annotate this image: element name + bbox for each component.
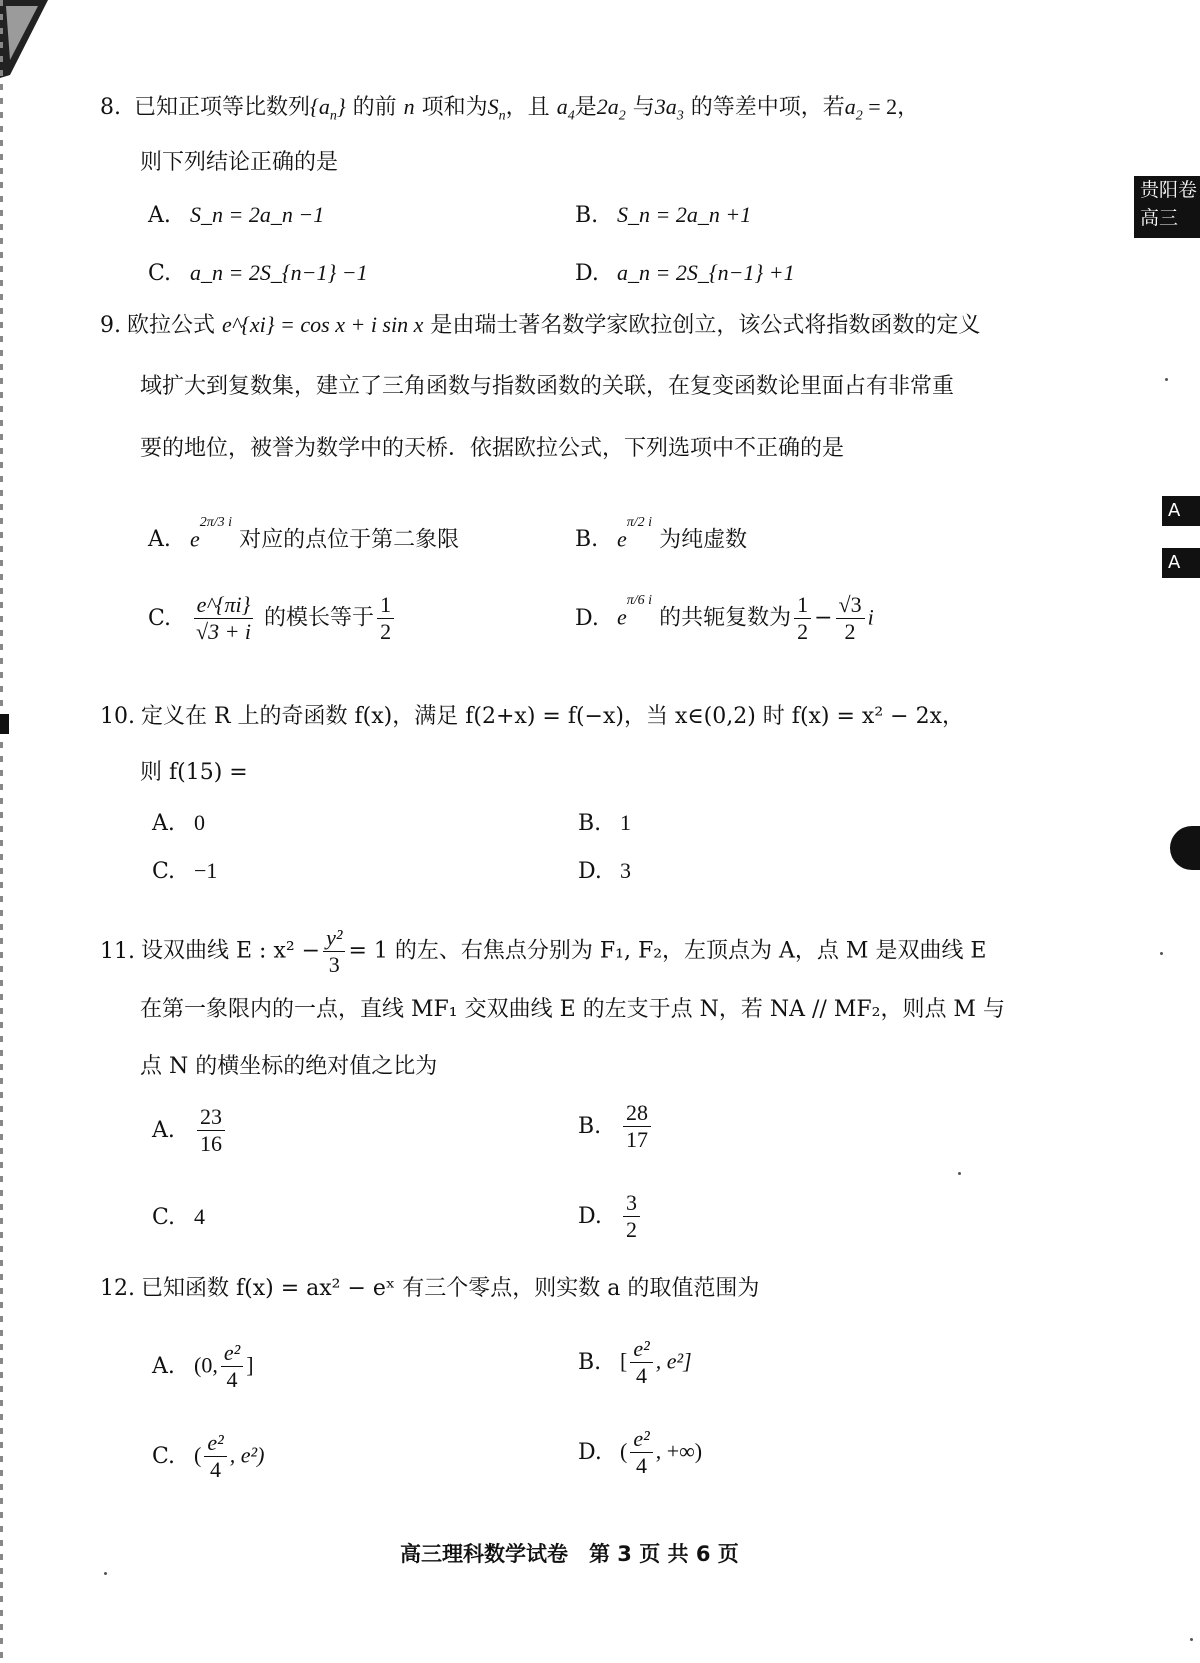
- option-text: −1: [194, 858, 218, 883]
- option-text: 的模长等于: [264, 605, 375, 631]
- math-sub: 3: [676, 108, 684, 124]
- fraction-denominator: 2: [626, 1217, 637, 1242]
- scan-speck: [958, 1172, 961, 1175]
- math: = 2，: [862, 94, 920, 119]
- question-12-line-1: [100, 1274, 759, 1304]
- fraction-denominator: 2: [797, 619, 809, 644]
- q11-option-a[interactable]: [152, 1104, 228, 1157]
- text: ，且: [505, 95, 550, 120]
- fraction-numerator: e²: [630, 1426, 652, 1453]
- question-11-line-2: 在第一象限内的一点，直线 MF₁ 交双曲线 E 的左支于点 N，若 NA // MF₂，则点 M 与: [140, 997, 1005, 1022]
- option-text: 的共轭复数为: [659, 605, 792, 631]
- q11-option-d[interactable]: [578, 1190, 643, 1243]
- bracket: (: [620, 1438, 628, 1464]
- math: {a: [310, 94, 330, 119]
- fraction-denominator: 2: [380, 619, 392, 644]
- side-tab-region: [1134, 176, 1200, 238]
- bracket: , e²): [229, 1442, 265, 1468]
- option-text: 0: [194, 810, 205, 835]
- q10-option-a[interactable]: [152, 808, 205, 839]
- exponent: π/6 i: [626, 593, 653, 609]
- option-label: B.: [578, 1349, 602, 1375]
- question-number: 8.: [100, 95, 121, 120]
- bracket: , +∞): [655, 1438, 703, 1464]
- question-number: 11.: [100, 938, 135, 964]
- math: 3a: [654, 94, 677, 119]
- option-label: D.: [578, 1203, 602, 1229]
- q12-option-d[interactable]: [578, 1426, 702, 1479]
- bracket: ]: [246, 1352, 254, 1378]
- question-8-line-1: [100, 92, 919, 131]
- fraction-denominator: √3 + i: [196, 619, 252, 644]
- math: }: [336, 94, 346, 119]
- math: S: [487, 94, 499, 119]
- option-text: 为纯虚数: [659, 527, 748, 553]
- option-label: A.: [152, 1353, 175, 1379]
- option-label: D.: [575, 261, 599, 286]
- option-label: C.: [152, 1443, 176, 1469]
- option-text: 4: [194, 1204, 205, 1229]
- math-sub: n: [498, 108, 506, 124]
- q9-option-b[interactable]: B. $e^{\pi/2 i}$ 为纯虚数: [575, 520, 747, 555]
- option-text: a_n = 2S_{n−1} +1: [617, 260, 795, 285]
- q8-option-c[interactable]: [148, 258, 368, 289]
- text: 是: [574, 95, 597, 120]
- question-9-line-3: 要的地位，被誉为数学中的天桥．依据欧拉公式，下列选项中不正确的是: [140, 436, 845, 461]
- question-10-line-2: 则 f(15) =: [140, 760, 248, 785]
- option-label: A.: [148, 527, 171, 553]
- option-label: B.: [575, 203, 599, 228]
- q8-option-b[interactable]: [575, 200, 751, 231]
- option-label: A.: [148, 203, 171, 228]
- bracket: (0,: [194, 1352, 218, 1378]
- math: 2a: [596, 94, 619, 119]
- side-tab-a-1: A: [1162, 496, 1200, 526]
- fraction-numerator: √3: [836, 592, 865, 619]
- option-label: A.: [152, 1117, 175, 1143]
- math-sub: 2: [855, 108, 863, 124]
- option-label: D.: [578, 859, 602, 884]
- q10-option-c[interactable]: [152, 856, 217, 887]
- exponent: 2π/3 i: [199, 515, 233, 530]
- q8-option-a[interactable]: [148, 200, 324, 231]
- left-edge-mark: [0, 714, 9, 734]
- option-label: C.: [148, 605, 172, 631]
- question-number: 12.: [100, 1276, 135, 1301]
- option-label: D.: [575, 605, 599, 631]
- scan-speck: [1160, 952, 1163, 955]
- text: 项和为: [421, 95, 488, 120]
- fraction-numerator: y²: [323, 925, 345, 952]
- text: 与: [632, 95, 655, 120]
- text: 的前: [352, 95, 397, 120]
- q12-option-b[interactable]: [578, 1336, 692, 1389]
- math-sub: n: [329, 108, 337, 124]
- text: 欧拉公式: [127, 313, 216, 338]
- question-9-line-1: [100, 310, 980, 341]
- q12-option-a[interactable]: [152, 1340, 254, 1393]
- fraction-denominator: 4: [210, 1457, 222, 1482]
- option-label: C.: [152, 1205, 176, 1230]
- option-text: S_n = 2a_n −1: [190, 202, 325, 227]
- text: 已知函数 f(x) = ax² − eˣ 有三个零点，则实数 a 的取值范围为: [141, 1276, 760, 1301]
- option-text: 3: [620, 858, 631, 883]
- exponent: π/2 i: [626, 515, 653, 530]
- text: 设双曲线 E : x² −: [141, 938, 321, 964]
- fraction-numerator: 1: [377, 592, 394, 619]
- side-tab-text: 贵阳卷: [1140, 179, 1198, 201]
- q8-option-d[interactable]: [575, 258, 795, 289]
- fraction-numerator: e²: [630, 1336, 652, 1363]
- option-text: a_n = 2S_{n−1} −1: [190, 260, 368, 285]
- question-11-line-3: 点 N 的横坐标的绝对值之比为: [140, 1054, 438, 1079]
- scan-speck: [1165, 378, 1168, 381]
- fraction-denominator: 3: [328, 952, 340, 977]
- fraction-numerator: 1: [794, 592, 811, 619]
- option-label: B.: [578, 1113, 602, 1139]
- q9-option-a[interactable]: A. $e^{2\pi/3 i}$ 对应的点位于第二象限: [148, 520, 459, 555]
- fraction-numerator: e²: [221, 1340, 243, 1367]
- left-margin-line: [0, 0, 3, 1663]
- question-11-line-1: [100, 925, 987, 978]
- math-sub: 4: [567, 108, 575, 124]
- q12-option-c[interactable]: [152, 1430, 264, 1483]
- q11-option-b[interactable]: [578, 1100, 654, 1153]
- q11-option-c[interactable]: [152, 1202, 205, 1233]
- math: n: [403, 94, 415, 119]
- fraction-denominator: 4: [226, 1367, 238, 1392]
- euler-formula: e^{xi} = cos x + i sin x: [222, 312, 424, 337]
- fraction-numerator: 3: [623, 1190, 640, 1217]
- scan-speck: [104, 1572, 107, 1575]
- option-label: A.: [152, 811, 175, 836]
- text: 的等差中项，若: [690, 95, 845, 120]
- option-text: 对应的点位于第二象限: [239, 527, 460, 553]
- bracket: [: [620, 1348, 628, 1374]
- question-10-line-1: [100, 702, 964, 732]
- math-sub: 2: [618, 108, 626, 124]
- q9-option-d[interactable]: D. $e^{\pi/6 i}$ 的共轭复数为 $\frac{1}{2}$ − $\frac{√3}{2}$ i: [575, 592, 874, 644]
- q9-option-c[interactable]: [148, 592, 397, 645]
- option-label: C.: [148, 261, 172, 286]
- scan-speck: [1190, 1638, 1193, 1641]
- text: 是由瑞士著名数学家欧拉创立，该公式将指数函数的定义: [430, 313, 981, 338]
- q10-option-d[interactable]: [578, 856, 631, 887]
- side-tab-a-2: A: [1162, 548, 1200, 578]
- option-label: D.: [578, 1439, 602, 1465]
- option-label: C.: [152, 859, 176, 884]
- math: a: [844, 94, 856, 119]
- question-number: 10.: [100, 704, 135, 729]
- question-9-line-2: 域扩大到复数集，建立了三角函数与指数函数的关联，在复变函数论里面占有非常重: [140, 374, 955, 399]
- page-footer: 高三理科数学试卷 第 3 页 共 6 页: [400, 1542, 739, 1566]
- option-label: B.: [578, 811, 602, 836]
- fraction-numerator: e²: [204, 1430, 226, 1457]
- option-text: 1: [620, 810, 631, 835]
- fraction-numerator: 23: [197, 1104, 225, 1131]
- text: = 1 的左、右焦点分别为 F₁, F₂，左顶点为 A，点 M 是双曲线 E: [348, 938, 987, 964]
- bracket: , e²]: [655, 1348, 692, 1374]
- fraction-numerator: e^{πi}: [194, 592, 254, 619]
- question-8-line-2: 则下列结论正确的是: [140, 150, 339, 175]
- math: a: [556, 94, 568, 119]
- side-tab-text: 高三: [1140, 207, 1179, 229]
- fraction-denominator: 2: [844, 619, 856, 644]
- text: 定义在 R 上的奇函数 f(x)，满足 f(2+x) = f(−x)，当 x∈(0,2) 时 f(x) = x² − 2x，: [141, 704, 964, 729]
- fraction-numerator: 28: [623, 1100, 651, 1127]
- fraction-denominator: 4: [636, 1453, 648, 1478]
- fraction-denominator: 17: [626, 1127, 648, 1152]
- option-label: B.: [575, 527, 599, 553]
- binding-hole: [1170, 826, 1200, 870]
- fraction-denominator: 4: [636, 1363, 648, 1388]
- bracket: (: [194, 1442, 202, 1468]
- fraction-denominator: 16: [200, 1131, 222, 1156]
- question-number: 9.: [100, 313, 121, 338]
- text: 已知正项等比数列: [134, 95, 311, 120]
- q10-option-b[interactable]: [578, 808, 631, 839]
- option-text: S_n = 2a_n +1: [617, 202, 752, 227]
- scan-corner-mark: [0, 0, 48, 80]
